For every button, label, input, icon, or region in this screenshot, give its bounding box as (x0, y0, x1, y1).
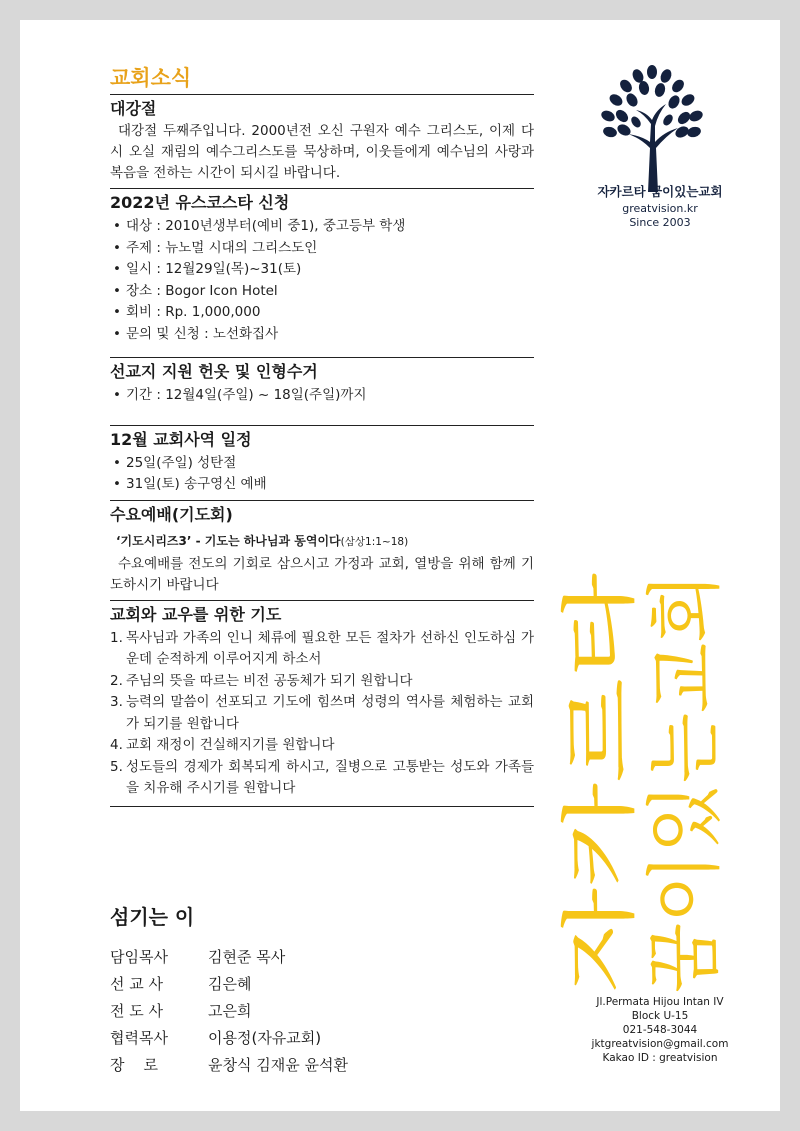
church-news-column (110, 64, 534, 807)
servers-section (110, 904, 540, 1079)
youth-costa-list (110, 216, 534, 345)
vertical-title-svg (560, 568, 740, 998)
since-text: Since 2003 (629, 216, 691, 229)
section-divider (110, 806, 534, 807)
section-heading-prayer: 교회와 교우를 위한 기도 (110, 600, 534, 625)
email-address: jktgreatvision@gmail.com (591, 1038, 729, 1050)
prayer-series-title: ‘기도시리즈3’ - 기도는 하나님과 동역이다 (116, 533, 341, 548)
address-line: Block U-15 (631, 1010, 689, 1022)
server-row: 협력목사 이용정(자유교회) (110, 1029, 322, 1047)
address-line: Jl.Permata Hijou Intan IV (596, 996, 724, 1008)
section-heading-advent: 대강절 (110, 94, 534, 119)
list-item: • 일시 : 12월29일(목)~31(토) (110, 259, 534, 281)
wednesday-text: 수요예배를 전도의 기회로 삼으시고 가정과 교회, 열방을 위해 함께 기도하시기 바랍니다 (110, 555, 534, 593)
section-heading-december-schedule: 12월 교회사역 일정 (110, 425, 534, 450)
list-item: 1. 목사님과 가족의 인니 체류에 필요한 모든 절차가 선하신 인도하심 가운데 순적하게 이루어지게 하소서 (110, 629, 534, 667)
list-item: • 기간 : 12월4일(주일) ~ 18일(주일)까지 (110, 385, 534, 407)
server-row: 전 도 사 고은희 (110, 1002, 252, 1020)
server-row: 담임목사 김현준 목사 (110, 948, 286, 966)
vertical-title-col2: 꿈이있는교회 (639, 568, 729, 993)
vertical-title-col1: 자카르타 (560, 699, 644, 993)
server-row: 선 교 사 김은혜 (110, 975, 252, 993)
list-item: • 25일(주일) 성탄절 (110, 453, 534, 475)
page-title: 교회소식 (110, 66, 192, 90)
contact-address (540, 995, 780, 1065)
mission-support-list (110, 385, 534, 407)
server-row: 장 로 윤창식 김재윤 윤석환 (110, 1056, 348, 1074)
prayer-list (110, 628, 534, 800)
prayer-series-subtitle (116, 531, 534, 552)
bulletin-page (20, 20, 780, 1111)
phone-number: 021-548-3044 (622, 1024, 698, 1036)
list-item: 3. 능력의 말씀이 선포되고 기도에 힘쓰며 성령의 역사를 체험하는 교회가 되기를 원합니다 (110, 694, 534, 732)
list-item: 5. 성도들의 경제가 회복되게 하시고, 질병으로 고통받는 성도와 가족들을 치유해 주시기를 원합니다 (110, 758, 534, 796)
vertical-church-title (560, 568, 740, 998)
list-item: • 31일(토) 송구영신 예배 (110, 474, 534, 496)
website-text: greatvision.kr (622, 202, 698, 215)
section-heading-mission-support: 선교지 지원 헌옷 및 인형수거 (110, 357, 534, 382)
list-item: • 대상 : 2010년생부터(예비 중1), 중고등부 학생 (110, 216, 534, 238)
tree-logo-icon (588, 64, 718, 192)
servers-title: 섬기는 이 (110, 905, 195, 929)
list-item: • 회비 : Rp. 1,000,000 (110, 302, 534, 324)
list-item: 2. 주님의 뜻을 따르는 비전 공동체가 되기 원합니다 (110, 672, 413, 689)
section-heading-youth-costa: 2022년 유스코스타 신청 (110, 188, 534, 213)
church-name: 자카르타 꿈이있는교회 (597, 184, 723, 199)
list-item: • 장소 : Bogor Icon Hotel (110, 281, 534, 303)
advent-text: 대강절 두째주입니다. 2000년전 오신 구원자 예수 그리스도, 이제 다시 오실 재림의 예수그리스도를 묵상하며, 이웃들에게 예수님의 사랑과 복음을 전하는 시간이 되시길 바랍니다. (110, 123, 534, 181)
list-item: • 주제 : 뉴노멀 시대의 그리스도인 (110, 238, 534, 260)
list-item: 4. 교회 재정이 건실해지기를 원합니다 (110, 737, 335, 753)
december-schedule-list (110, 453, 534, 496)
branding-column (540, 20, 780, 1111)
list-item: • 문의 및 신청 : 노선화집사 (110, 324, 534, 346)
scripture-reference: (삼상1:1~18) (340, 535, 409, 548)
section-heading-wednesday-service: 수요예배(기도회) (110, 500, 534, 525)
kakao-id: Kakao ID : greatvision (602, 1052, 718, 1064)
